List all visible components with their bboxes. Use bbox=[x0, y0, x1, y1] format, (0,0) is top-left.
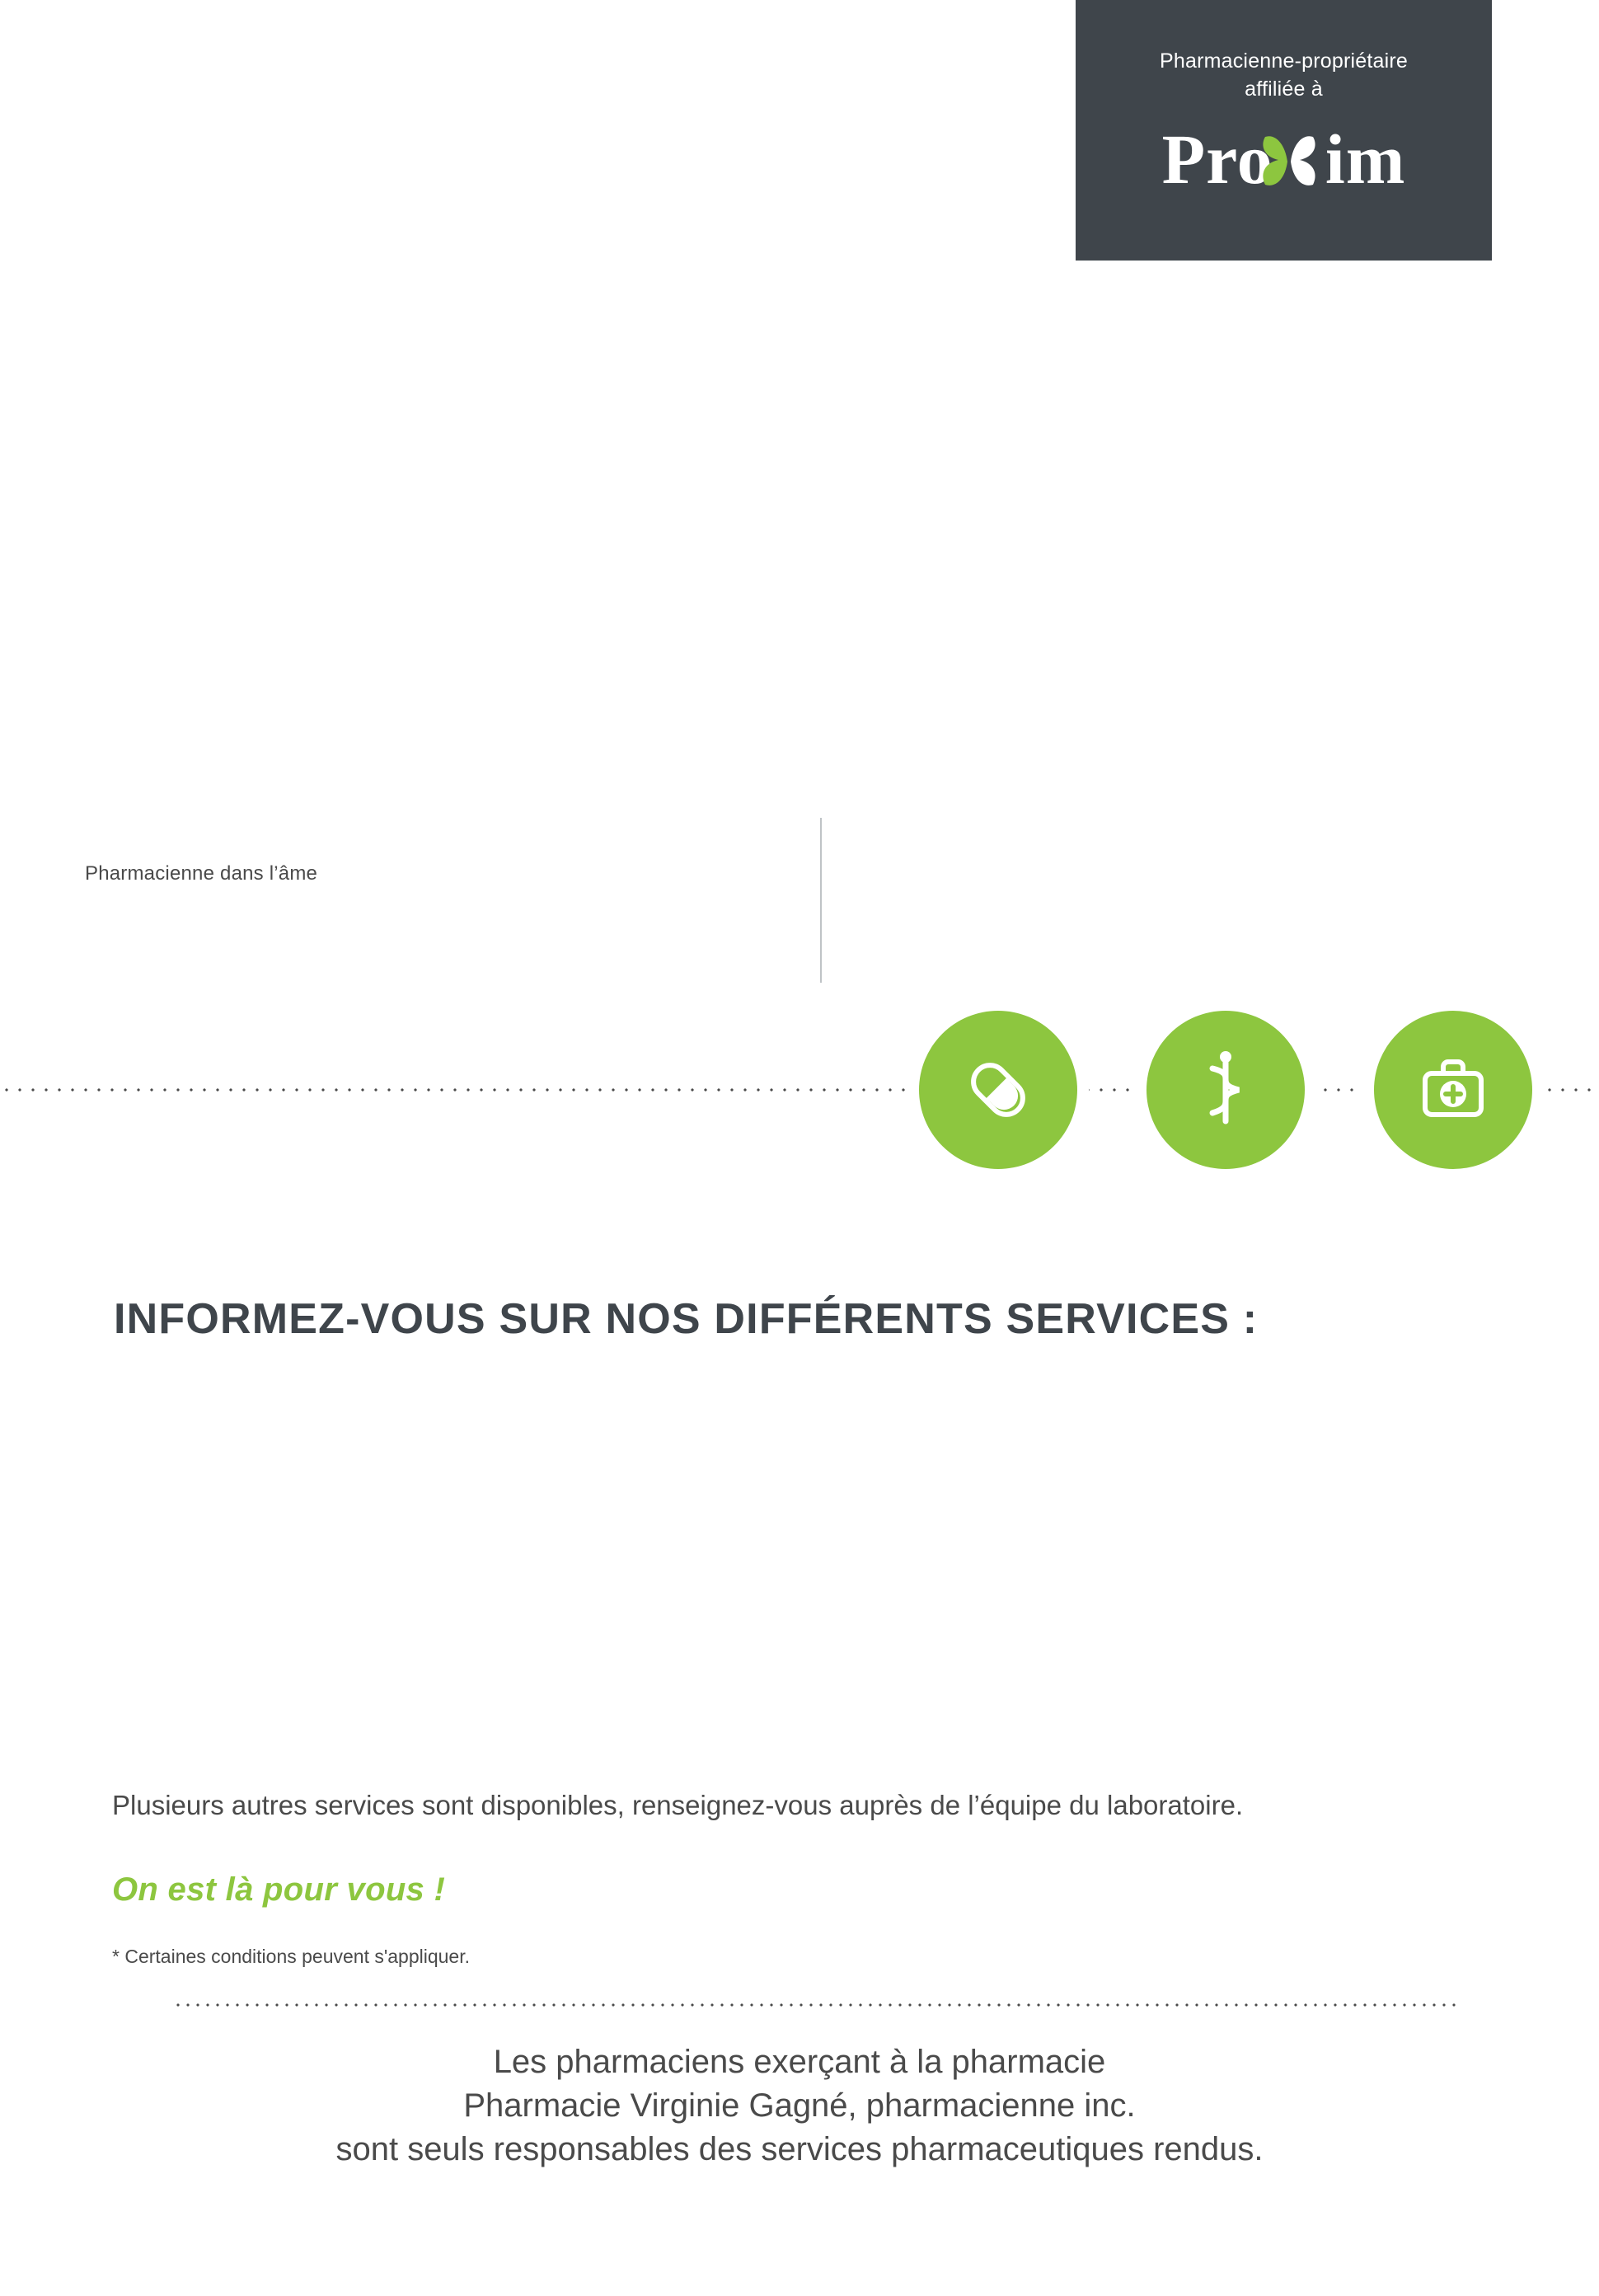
page-title: INFORMEZ-VOUS SUR NOS DIFFÉRENTS SERVICES : bbox=[114, 1294, 1259, 1343]
logo-wordmark bbox=[1076, 119, 1492, 199]
proxim-butterfly-x-icon bbox=[1259, 132, 1320, 190]
vertical-divider bbox=[820, 818, 822, 983]
proxim-logo-block bbox=[1076, 0, 1492, 261]
pill-capsule-icon bbox=[919, 1011, 1077, 1169]
first-aid-kit-icon bbox=[1374, 1011, 1532, 1169]
services-paragraph: Plusieurs autres services sont disponibles, renseignez-vous auprès de l’équipe du laboratoire. bbox=[112, 1790, 1244, 1820]
logo-tagline-line1: Pharmacienne-propriétaire bbox=[1160, 49, 1408, 73]
service-icon-row bbox=[919, 1011, 1545, 1169]
footer-dotted-divider bbox=[173, 2003, 1459, 2007]
logo-wordmark-right: im bbox=[1325, 119, 1406, 199]
legal-line-1: Les pharmaciens exerçant à la pharmacie bbox=[493, 2044, 1106, 2080]
legal-footer bbox=[0, 2040, 1599, 2172]
legal-line-3: sont seuls responsables des services pharmaceutiques rendus. bbox=[335, 2131, 1264, 2168]
logo-wordmark-left: Pro bbox=[1161, 119, 1273, 199]
slogan-text: On est là pour vous ! bbox=[112, 1871, 446, 1908]
logo-tagline bbox=[1076, 48, 1492, 104]
conditions-note: * Certaines conditions peuvent s'appliquer. bbox=[112, 1946, 471, 1967]
caduceus-icon bbox=[1146, 1011, 1305, 1169]
logo-tagline-line2: affiliée à bbox=[1245, 77, 1323, 101]
legal-line-2: Pharmacie Virginie Gagné, pharmacienne inc. bbox=[463, 2087, 1136, 2125]
pharmacist-soul-text: Pharmacienne dans l’âme bbox=[85, 862, 318, 885]
